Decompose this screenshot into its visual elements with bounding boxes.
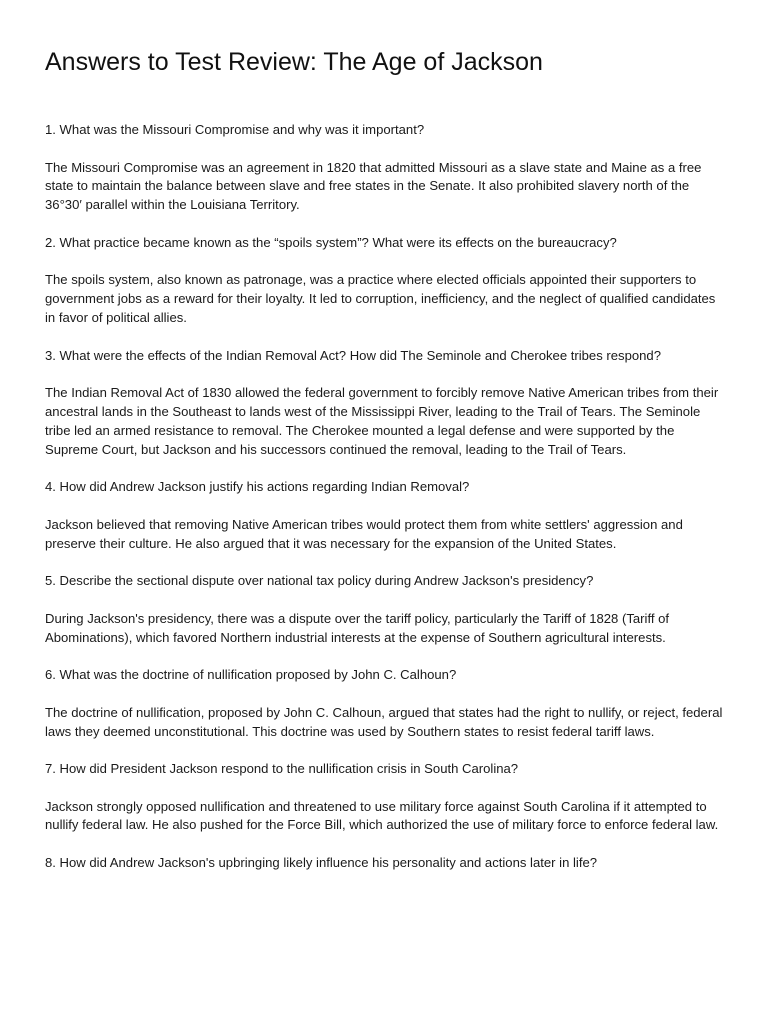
qa-item-7 (45, 760, 723, 835)
answer-1: The Missouri Compromise was an agreement in 1820 that admitted Missouri as a slave state and Maine as a free state to maintain the balance between slave and free states in the Senate. It also prohibited slavery north of the 36°30′ parallel within the Louisiana Territory. (45, 159, 702, 213)
answer-6: The doctrine of nullification, proposed by John C. Calhoun, argued that states had the right to nullify, or reject, federal laws they deemed unconstitutional. This doctrine was used by Southern states to resist federal tariff laws. (45, 704, 723, 739)
question-4: 4. How did Andrew Jackson justify his actions regarding Indian Removal? (45, 479, 470, 495)
qa-item-2 (45, 234, 723, 328)
answer-7: Jackson strongly opposed nullification and threatened to use military force against South Carolina if it attempted to nullify federal law. He also pushed for the Force Bill, which authorized the use of military force to enforce federal law. (45, 798, 719, 833)
answer-3: The Indian Removal Act of 1830 allowed the federal government to forcibly remove Native American tribes from their ancestral lands in the Southeast to lands west of the Mississippi River, leading to the Trail of Tears. The Seminole tribe led an armed resistance to removal. The Cherokee mounted a legal defense and were supported by the Supreme Court, but Jackson and his successors continued the removal, leading to the Trail of Tears. (45, 385, 719, 457)
qa-item-4 (45, 478, 723, 553)
qa-item-1 (45, 121, 723, 215)
question-7: 7. How did President Jackson respond to the nullification crisis in South Carolina? (45, 761, 519, 777)
question-1: 1. What was the Missouri Compromise and why was it important? (45, 122, 425, 137)
question-5: 5. Describe the sectional dispute over national tax policy during Andrew Jackson's presidency? (45, 573, 594, 589)
question-6: 6. What was the doctrine of nullification proposed by John C. Calhoun? (45, 667, 457, 683)
document-title: Answers to Test Review: The Age of Jackson (45, 48, 543, 76)
question-8: 8. How did Andrew Jackson's upbringing likely influence his personality and actions later in life? (45, 855, 598, 871)
qa-list (45, 121, 723, 873)
qa-item-8 (45, 854, 723, 873)
answer-4: Jackson believed that removing Native American tribes would protect them from white settlers' aggression and preserve their culture. He also argued that it was necessary for the expansion of the United States. (45, 516, 683, 551)
question-2: 2. What practice became known as the “spoils system”? What were its effects on the bureaucracy? (45, 234, 617, 250)
answer-5: During Jackson's presidency, there was a dispute over the tariff policy, particularly the Tariff of 1828 (Tariff of Abominations), which favored Northern industrial interests at the expense of Southern agricultural interests. (45, 610, 670, 645)
qa-item-5 (45, 572, 723, 647)
answer-2: The spoils system, also known as patronage, was a practice where elected officials appointed their supporters to government jobs as a reward for their loyalty. It led to corruption, inefficiency, and the neglect of qualified candidates in favor of political allies. (45, 272, 716, 325)
question-3: 3. What were the effects of the Indian Removal Act? How did The Seminole and Cherokee tribes respond? (45, 347, 662, 363)
qa-item-6 (45, 666, 723, 741)
qa-item-3 (45, 347, 723, 460)
